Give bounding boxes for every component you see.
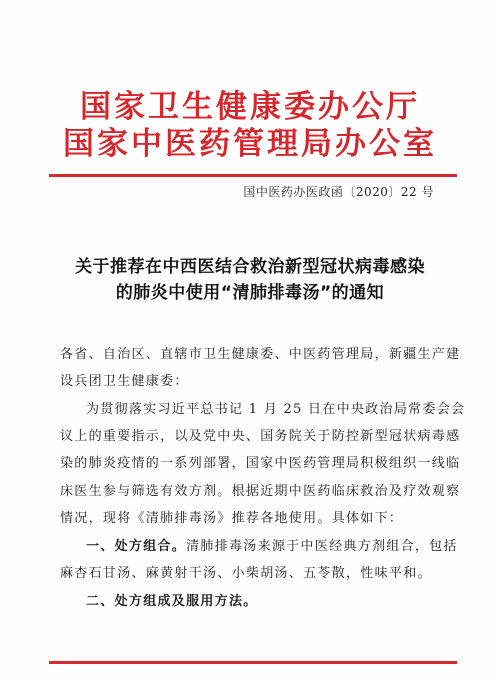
section-1-text: 清肺排毒汤来源于中医经典方剂组合，包括 [186,539,458,554]
addressee-line-2: 设兵团卫生健康委： [60,374,189,389]
section-1-line-1 [86,535,458,554]
paragraph-1-line-5: 情况，现将《清肺排毒汤》推荐各地使用。具体如下： [60,511,404,526]
paragraph-1-line-4: 床医生参与筛选有效方剂。根据近期中医药临床救治及疗效观察 [60,484,461,499]
addressee-line-1: 各省、自治区、直辖市卫生健康委、中医药管理局，新疆生产建 [60,347,461,362]
notice-title-line-2: 的肺炎中使用“清肺排毒汤”的通知 [115,283,385,303]
paragraph-1-line-3: 染的肺炎疫情的一系列部署，国家中医药管理局积极组织一线临 [60,456,461,471]
red-divider-top [49,174,457,177]
issuer-header-line-1: 国家卫生健康委办公厅 [80,89,420,125]
section-1-heading: 一、处方组合。 [86,539,187,554]
notice-title-line-1: 关于推荐在中西医结合救治新型冠状病毒感染 [75,257,425,277]
section-2-heading: 二、处方组成及服用方法。 [86,594,258,609]
issuer-header-line-2: 国家中医药管理局办公室 [63,126,437,162]
paragraph-1-line-2: 议上的重要指示，以及党中央、国务院关于防控新型冠状病毒感 [60,429,461,444]
paragraph-1-line-1: 为贯彻落实习近平总书记 1 月 25 日在中央政治局常委会会 [86,402,466,417]
document-number: 国中医药办医政函〔2020〕22 号 [243,185,434,199]
red-divider-bottom [49,661,457,664]
section-1-line-2: 麻杏石甘汤、麻黄射干汤、小柴胡汤、五苓散，性味平和。 [60,566,432,581]
